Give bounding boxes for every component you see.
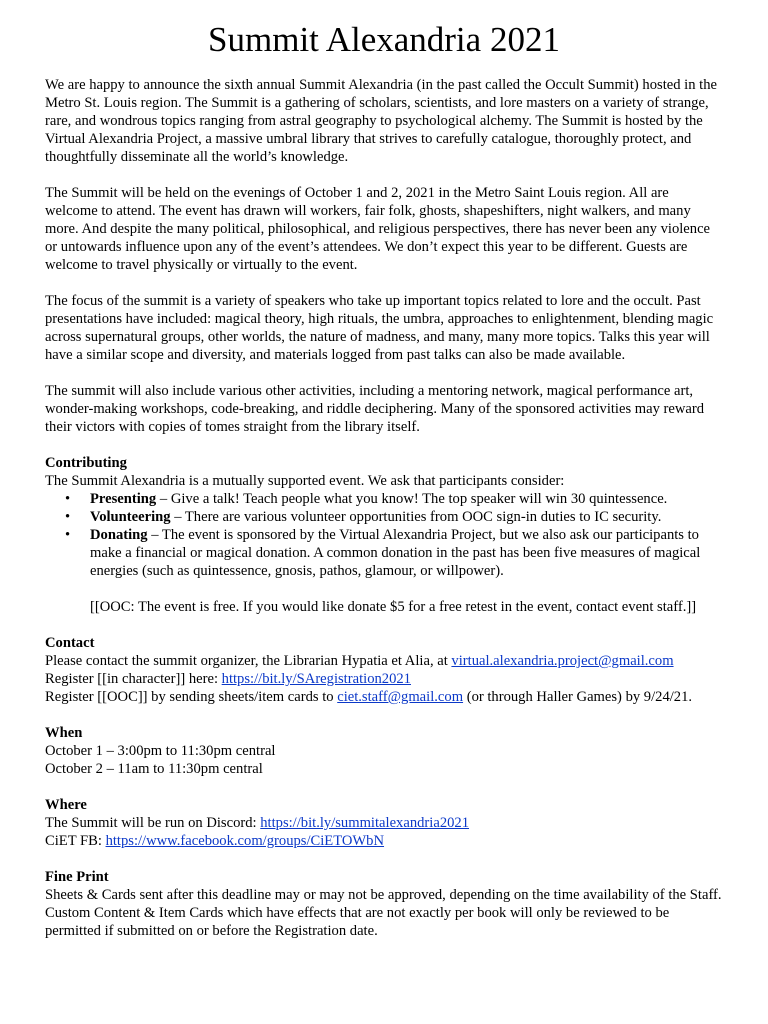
contact-heading: Contact [45, 635, 95, 651]
ooc-registration-text: Register [[OOC]] by sending sheets/item cards to [45, 689, 338, 705]
ooc-registration-deadline: (or through Haller Games) by 9/24/21. [463, 689, 693, 705]
schedule-paragraph: The Summit will be held on the evenings of October 1 and 2, 2021 in the Metro Saint Louis region. All are welcome to attend. The event has drawn will workers, fair folk, ghosts, shapeshifters, night walkers, and many more. And despite the many political, philosophical, and religious perspectives, there has never been any violence or untowards influence upon any of the event’s attendees. We don’t expect this year to be different. Guests are welcome to travel physically or virtually to the event. [45, 185, 711, 273]
intro-paragraph: We are happy to announce the sixth annual Summit Alexandria (in the past called the Occult Summit) hosted in the Metro St. Louis region. The Summit is a gathering of scholars, scientists, and lore masters on a variety of strange, rare, and wondrous topics ranging from astral geography to psychological alchemy. The Summit is hosted by the Virtual Alexandria Project, a massive umbral library that strives to carefully catalogue, thoroughly protect, and thoughtfully disseminate all the world’s knowledge. [45, 77, 717, 165]
ooc-registration-line [45, 688, 723, 706]
discord-text: The Summit will be run on Discord: [45, 815, 261, 831]
list-item-term: Volunteering [90, 509, 171, 525]
activities-paragraph: The summit will also include various other activities, including a mentoring network, magical performance art, wonder-making workshops, code-breaking, and riddle deciphering. Many of the sponsored activities may reward their victors with copies of tomes straight from the library itself. [45, 383, 705, 435]
bullet-icon: • [65, 509, 71, 525]
when-heading: When [45, 725, 83, 741]
contact-text: Please contact the summit organizer, the Librarian Hypatia et Alia, at [45, 653, 452, 669]
contributing-intro: The Summit Alexandria is a mutually supported event. We ask that participants consider: [45, 473, 565, 489]
contributing-section [45, 454, 723, 616]
list-item-donating [65, 526, 723, 580]
contact-section [45, 634, 723, 706]
focus-paragraph: The focus of the summit is a variety of speakers who take up important topics related to lore and the occult. Past presentations have included: magical theory, high rituals, the umbra, approaches to enlightenment, blending magic across supernatural groups, other worlds, the nature of madness, and many, many more topics. Talks this year will have a similar scope and diversity, and materials logged from past talks can also be made available. [45, 293, 714, 363]
when-line: October 2 – 11am to 11:30pm central [45, 761, 263, 777]
ic-registration-link[interactable]: https://bit.ly/SAregistration2021 [221, 671, 411, 687]
ooc-note: [[OOC: The event is free. If you would like donate $5 for a free retest in the event, contact event staff.]] [90, 599, 697, 615]
list-item-text: – There are various volunteer opportunities from OOC sign-in duties to IC security. [170, 509, 662, 525]
facebook-line [45, 832, 723, 850]
list-item-presenting [65, 490, 723, 508]
list-item-text: – The event is sponsored by the Virtual Alexandria Project, but we also ask our participants to make a financial or magical donation. A common donation in the past has been five measures of magical energies (such as quintessence, gnosis, pathos, glamour, or willpower). [90, 527, 701, 579]
discord-link[interactable]: https://bit.ly/summitalexandria2021 [260, 815, 470, 831]
list-item-volunteering [65, 508, 723, 526]
facebook-text: CiET FB: [45, 833, 106, 849]
where-section [45, 796, 723, 850]
where-heading: Where [45, 797, 87, 813]
bullet-icon: • [65, 491, 71, 507]
bullet-icon: • [65, 527, 71, 543]
fine-print-heading: Fine Print [45, 869, 109, 885]
list-item-text: – Give a talk! Teach people what you know! The top speaker will win 30 quintessence. [156, 491, 668, 507]
fine-print-section [45, 868, 723, 940]
list-item-term: Donating [90, 527, 148, 543]
ic-registration-text: Register [[in character]] here: [45, 671, 222, 687]
staff-email-link[interactable]: ciet.staff@gmail.com [337, 689, 464, 705]
organizer-email-link[interactable]: virtual.alexandria.project@gmail.com [451, 653, 674, 669]
contact-line [45, 652, 723, 670]
contributing-list [45, 490, 723, 580]
when-section [45, 724, 723, 778]
fine-print-line: Custom Content & Item Cards which have effects that are not exactly per book will only be reviewed to be permitted if submitted on or before the Registration date. [45, 905, 670, 939]
discord-line [45, 814, 723, 832]
document-title: Summit Alexandria 2021 [208, 20, 560, 59]
contributing-heading: Contributing [45, 455, 127, 471]
when-line: October 1 – 3:00pm to 11:30pm central [45, 743, 276, 759]
fine-print-line: Sheets & Cards sent after this deadline may or may not be approved, depending on the time availability of the Staff. [45, 887, 722, 903]
list-item-term: Presenting [90, 491, 157, 507]
facebook-link[interactable]: https://www.facebook.com/groups/CiETOWbN [105, 833, 385, 849]
ic-registration-line [45, 670, 723, 688]
